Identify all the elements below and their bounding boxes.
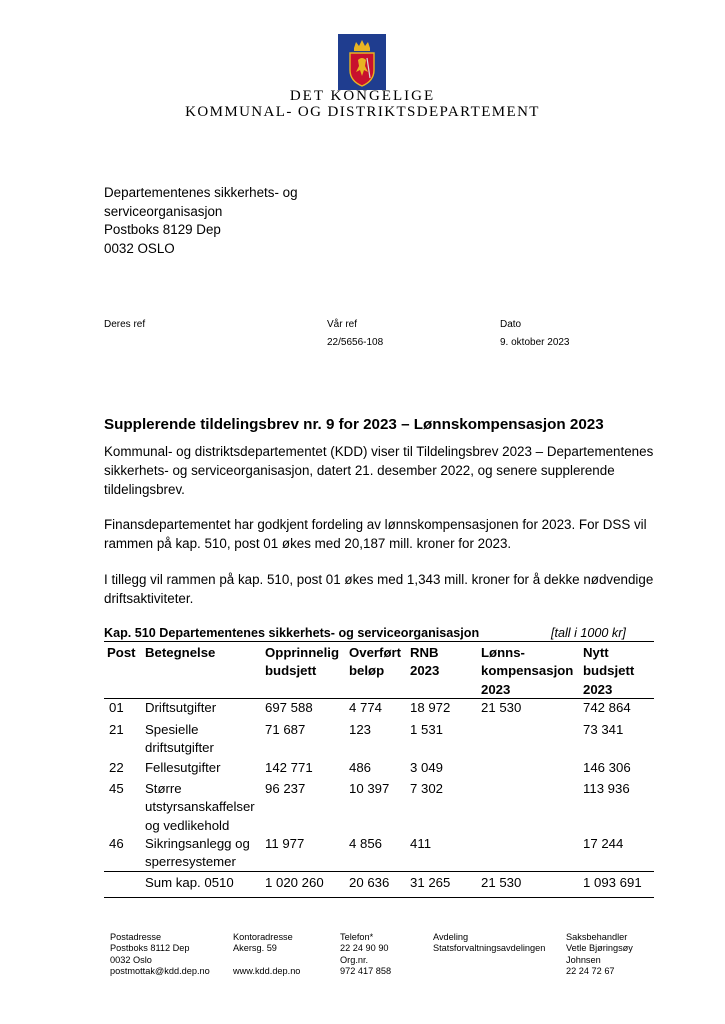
footer-line: Telefon* [340,932,374,942]
header-line: RNB [410,645,439,660]
cell-opprinnelig: 11 977 [265,836,305,851]
cell-lonn: 21 530 [481,700,522,715]
recipient-line: 0032 OSLO [104,240,175,256]
footer-website-link[interactable]: www.kdd.dep.no [233,966,301,977]
footer-saksbehandler [566,932,633,978]
footer-line: 22 24 90 90 [340,943,389,954]
paragraph-line: I tillegg vil rammen på kap. 510, post 01 økes med 1,343 mill. kroner for å dekke nødvendige [104,572,654,587]
table-rule-top [104,641,654,642]
footer-postadresse [110,932,210,978]
cell-opprinnelig: 71 687 [265,722,306,737]
cell-overfort: 123 [349,722,372,737]
cell-betegnelse [145,699,216,717]
cell-post: 46 [109,836,124,851]
sum-overfort: 20 636 [349,875,390,890]
var-ref-label: Vår ref [327,319,358,330]
table-unit: [tall i 1000 kr] [551,626,626,640]
paragraph-line: driftsaktiviteter. [104,591,194,607]
cell-overfort: 4 856 [349,836,383,851]
sum-rnb: 31 265 [410,875,451,890]
cell-line: og vedlikehold [145,817,230,833]
cell-nytt: 73 341 [583,722,624,737]
cell-line: sperresystemer [145,854,236,870]
footer-line: Saksbehandler [566,932,628,942]
letter-subject: Supplerende tildelingsbrev nr. 9 for 2023 – Lønnskompensasjon 2023 [104,416,604,433]
header-line: budsjett [583,663,635,679]
cell-line: Sikringsanlegg og [145,836,250,851]
cell-line: Driftsutgifter [145,700,217,715]
footer-telefon [340,932,391,978]
header-nytt-budsjett [583,644,634,699]
header-line: Opprinnelig [265,645,339,660]
cell-nytt: 113 936 [583,781,630,796]
paragraph-line: sikkerhets- og serviceorganisasjon, datert 21. desember 2022, og senere supplerende [104,463,615,479]
paragraph-line: rammen på kap. 510, post 01 økes med 20,187 mill. kroner for 2023. [104,536,512,552]
paragraph-2 [104,515,664,553]
cell-betegnelse [145,721,214,758]
footer-line: Akersg. 59 [233,943,277,954]
footer-line: Kontoradresse [233,932,293,942]
cell-line: Fellesutgifter [145,760,221,775]
header-line: budsjett [265,663,317,679]
cell-post: 22 [109,760,124,775]
footer-line: Vetle Bjøringsøy [566,943,633,954]
header-post: Post [107,645,136,660]
footer-line: 22 24 72 67 [566,966,615,977]
cell-nytt: 17 244 [583,836,624,851]
footer-line: Johnsen [566,954,601,965]
header-overfort [349,644,401,681]
coat-of-arms-icon [338,34,386,90]
footer-kontoradresse [233,932,300,978]
table-title: Kap. 510 Departementenes sikkerhets- og serviceorganisasjon [104,626,480,640]
footer-line: Avdeling [433,932,469,942]
recipient-line: Postboks 8129 Dep [104,222,221,237]
cell-rnb: 18 972 [410,700,451,715]
paragraph-3 [104,570,664,608]
dato-label: Dato [500,319,522,330]
cell-line: driftsutgifter [145,740,214,756]
cell-nytt: 742 864 [583,700,631,715]
header-line: kompensasjon [481,663,574,679]
footer-avdeling [433,932,545,955]
cell-betegnelse [145,780,255,835]
sum-label: Sum kap. 0510 [145,875,234,890]
header-line: 2023 [410,663,440,679]
table-rule-sum [104,871,654,872]
recipient-address [104,184,298,258]
paragraph-line: Finansdepartementet har godkjent fordeling av lønnskompensasjonen for 2023. For DSS vil [104,517,647,532]
cell-rnb: 7 302 [410,781,444,796]
footer-line: Postadresse [110,932,162,942]
recipient-line: Departementenes sikkerhets- og [104,185,298,200]
cell-nytt: 146 306 [583,760,631,775]
header-line: 2023 [583,681,613,697]
header-line: 2023 [481,681,511,697]
dato-value: 9. oktober 2023 [500,337,570,348]
cell-opprinnelig: 142 771 [265,760,313,775]
footer-line: Postboks 8112 Dep [110,943,190,954]
cell-overfort: 486 [349,760,372,775]
cell-rnb: 411 [410,836,432,851]
cell-overfort: 10 397 [349,781,390,796]
cell-betegnelse [145,835,250,872]
header-betegnelse: Betegnelse [145,645,216,660]
header-lonnskompensasjon [481,644,573,699]
footer-line [233,955,300,966]
cell-betegnelse [145,759,221,777]
department-title-line2: KOMMUNAL- OG DISTRIKTSDEPARTEMENT [185,104,540,120]
header-line: Nytt [583,645,609,660]
cell-opprinnelig: 697 588 [265,700,313,715]
cell-rnb: 1 531 [410,722,444,737]
footer-line: Statsforvaltningsavdelingen [433,943,546,954]
footer-line: Org.nr. [340,954,369,965]
paragraph-1 [104,442,664,500]
cell-overfort: 4 774 [349,700,383,715]
table-rule-bottom [104,897,654,898]
header-line: Overført [349,645,402,660]
paragraph-line: tildelingsbrev. [104,482,185,498]
sum-opprinnelig: 1 020 260 [265,875,324,890]
sum-nytt: 1 093 691 [583,875,642,890]
cell-line: utstyrsanskaffelser [145,799,255,815]
sum-lonn: 21 530 [481,875,522,890]
department-title-line1: DET KONGELIGE [289,88,436,104]
var-ref-value: 22/5656-108 [327,337,384,348]
recipient-line: serviceorganisasjon [104,203,223,219]
header-line: beløp [349,663,385,679]
footer-line: 972 417 858 [340,966,392,977]
footer-email-link[interactable]: postmottak@kdd.dep.no [110,966,210,977]
cell-post: 45 [109,781,124,796]
header-rnb [410,644,439,681]
cell-opprinnelig: 96 237 [265,781,306,796]
deres-ref-label: Deres ref [104,319,146,330]
footer-line: 0032 Oslo [110,954,152,965]
cell-post: 21 [109,722,124,737]
cell-post: 01 [109,700,124,715]
cell-line: Større [145,781,182,796]
cell-rnb: 3 049 [410,760,444,775]
paragraph-line: Kommunal- og distriktsdepartementet (KDD) viser til Tildelingsbrev 2023 – Departementenes [104,444,654,459]
header-opprinnelig [265,644,339,681]
cell-line: Spesielle [145,722,199,737]
header-line: Lønns- [481,645,525,660]
